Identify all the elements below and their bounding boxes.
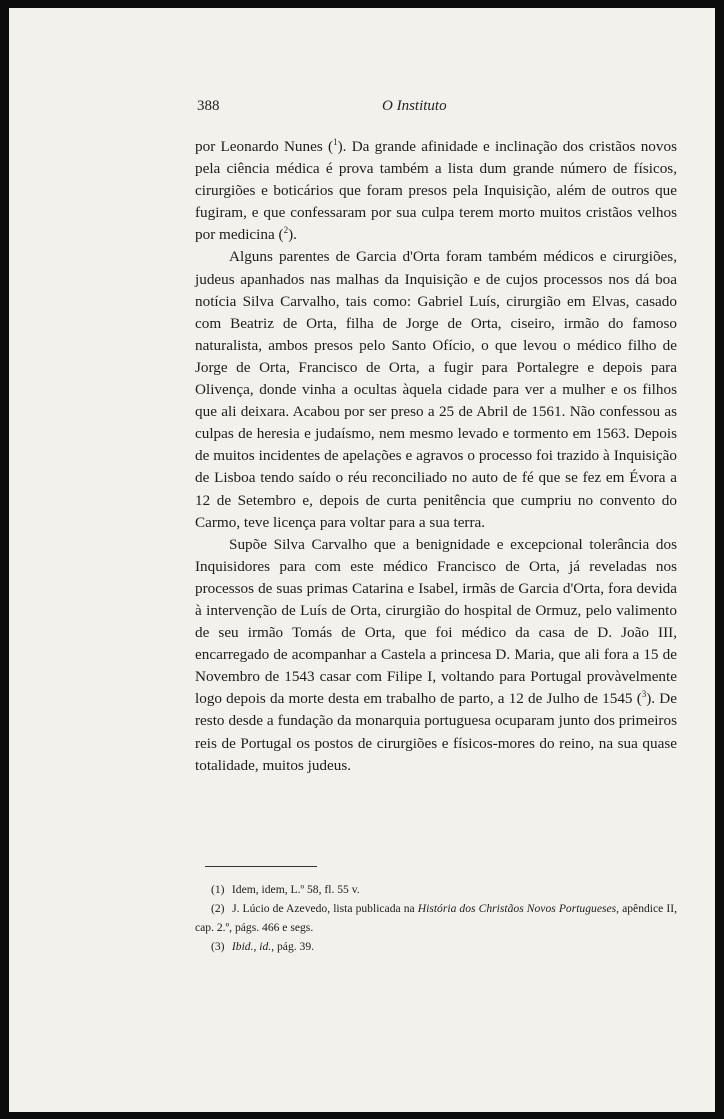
paragraph-2: Alguns parentes de Garcia d'Orta foram também médicos e cirurgiões, judeus apanhados nas malhas da Inquisição e de cujos processos nos dá boa notícia Silva Carvalho, tais como: Gabriel Luís, cirurgião em Elvas, casado com Beatriz de Orta, filha de Jorge de Orta, ciseiro, irmão do famoso naturalista, ambos presos pelo Santo Ofício, o que levou o médico filho de Jorge de Orta, Francisco de Orta, a fugir para Portalegre e depois para Olivença, donde vinha a ocultas àquela cidade para ver a mulher e os filhos que ali deixara. Acabou por ser preso a 25 de Abril de 1561. Não confessou as culpas de heresia e judaísmo, nem mesmo levado e tormento em 1563. Depois de muitos incidentes de apelações e agravos o processo foi trazido à Inquisição de Lisboa tendo saído o réu reconciliado no auto de fé que se fez em Évora a 12 de Setembro e, depois de curta penitência que cumpriu no convento do Carmo, teve licença para voltar para a sua terra. — [195, 248, 677, 531]
footnote-ref-3: 3 — [641, 689, 647, 700]
footnote-1: (1) Idem, idem, L.º 58, fl. 55 v. — [211, 883, 360, 896]
footnote-ref-1: 1 — [333, 136, 338, 147]
footnote-2: (2) J. Lúcio de Azevedo, lista publicada na História dos Christãos Novos Portugueses, apêndice II, cap. 2.º, págs. 466 e segs. — [195, 902, 677, 934]
page-number: 388 — [197, 98, 220, 114]
footnotes — [195, 880, 677, 956]
document-page — [9, 8, 715, 1112]
page-header — [9, 98, 715, 118]
running-title: O Instituto — [382, 98, 447, 114]
footnote-divider — [205, 866, 317, 867]
footnote-3: (3) Ibid., id., pág. 39. — [211, 940, 315, 953]
footnote-ref-2: 2 — [283, 225, 289, 236]
paragraph-1: por Leonardo Nunes ($^1$). Da grande afinidade e inclinação dos cristãos novos pela ciência médica é prova também a lista dum grande número de físicos, cirurgiões e boticários que foram presos pela Inquisição, além de outros que fugiram, e que confessaram por sua culpa terem morto muitos cristãos velhos por medicina ($^2$). — [195, 136, 677, 244]
body-text — [195, 136, 677, 777]
paragraph-3: Supõe Silva Carvalho que a benignidade e excepcional tolerância dos Inquisidores para com este médico Francisco de Orta, já reveladas nos processos de suas primas Catarina e Isabel, irmãs de Garcia d'Orta, fora devida à intervenção de Luís de Orta, cirurgião do hospital de Ormuz, pelo valimento de seu irmão Tomás de Orta, que foi médico da casa de D. João III, encarregado de acompanhar a Castela a princesa D. Maria, que ali fora a 15 de Novembro de 1543 casar com Filipe I, voltando para Portugal provàvelmente logo depois da morte desta em trabalho de parto, a 12 de Julho de 1545 ($^3$). De resto desde a fundação da monarquia portuguesa ocuparam junto dos primeiros reis de Portugal os postos de cirurgiões e físicos-mores do reino, na sua quase totalidade, muitos judeus. — [195, 535, 677, 774]
